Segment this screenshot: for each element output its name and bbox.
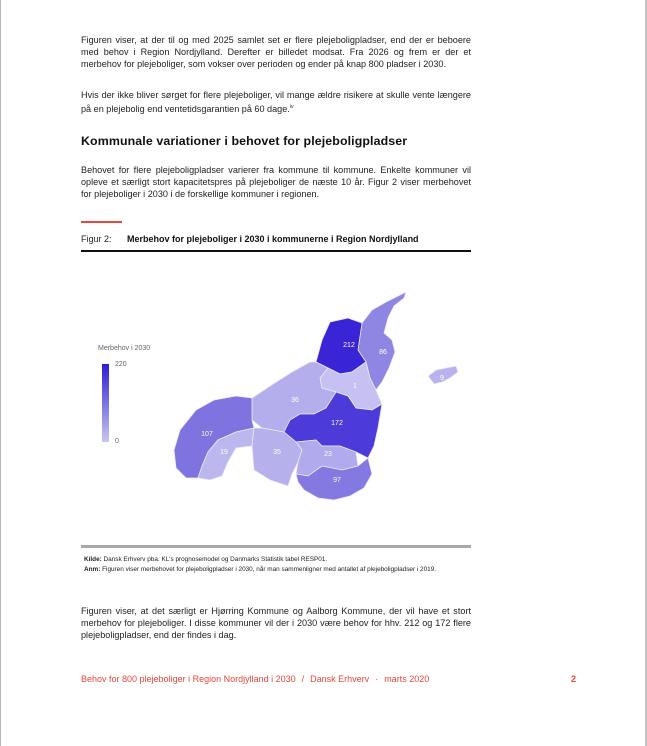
region-label-9: 9 xyxy=(440,375,444,382)
footer-dot: · xyxy=(375,674,379,684)
footer-title: Behov for 800 plejeboliger i Region Nordjylland i 2030 xyxy=(81,674,296,684)
source-line xyxy=(84,555,469,565)
section-heading: Kommunale variationer i behovet for plejeboligpladser xyxy=(81,134,408,148)
legend-title: Merbehov i 2030 xyxy=(98,345,151,352)
region-label-107: 107 xyxy=(201,431,213,438)
region-label-35: 35 xyxy=(273,449,281,456)
figure-label: Figur 2: xyxy=(81,234,112,244)
note-line xyxy=(84,565,469,575)
source-text: Dansk Erhverv pba. KL's prognosemodel og Danmarks Statistik tabel RESP01. xyxy=(101,556,328,563)
body-paragraph-2-text: Hvis der ikke bliver sørget for flere plejeboliger, vil mange ældre risikere at skulle vente længere på en plejebolig end ventetidsgarantien på 60 dage. xyxy=(81,90,471,115)
region-label-23: 23 xyxy=(324,451,332,458)
footer-publisher: Dansk Erhverv xyxy=(310,674,370,684)
region-label-1: 1 xyxy=(353,383,357,390)
footnote-marker[interactable]: iv xyxy=(289,104,294,111)
legend-min-label: 0 xyxy=(115,438,119,445)
note-label: Anm: xyxy=(84,565,101,573)
page-footer xyxy=(81,674,429,684)
footer-slash: / xyxy=(301,674,305,684)
source-label: Kilde: xyxy=(84,556,102,563)
region-label-212: 212 xyxy=(343,342,355,349)
footer-date: marts 2020 xyxy=(384,674,430,684)
figure-source-note xyxy=(84,555,469,574)
body-paragraph-4: Figuren viser, at det særligt er Hjørring Kommune og Aalborg Kommune, der vil have et stort merbehov for plejeboliger. I disse kommuner vil der i 2030 være behov for hhv. 212 og 172 flere plejeboligpladser, end der findes i dag. xyxy=(81,606,471,641)
body-paragraph-3: Behovet for flere plejeboligpladser varierer fra kommune til kommune. Enkelte kommuner vil opleve et særligt stort kapacitetspres på plejeboliger de næste 10 år. Figur 2 viser merbehovet for plejeboliger i 2030 i de forskellige kommuner i regionen. xyxy=(81,165,471,200)
source-rule xyxy=(81,545,471,548)
region-label-19: 19 xyxy=(220,449,228,456)
note-text: Figuren viser merbehovet for plejeboligpladser i 2030, når man sammenligner med antallet af plejeboligpladser i 2019. xyxy=(100,565,437,573)
region-label-172: 172 xyxy=(331,420,343,427)
region-label-36: 36 xyxy=(291,397,299,404)
region-label-86: 86 xyxy=(379,349,387,356)
region-label-97: 97 xyxy=(333,477,341,484)
body-paragraph-1: Figuren viser, at der til og med 2025 samlet set er flere plejeboligpladser, end der er beboere med behov i Region Nordjylland. Derefter er billedet modsat. Fra 2026 og frem er der et merbehov for plejeboliger, som vokser over perioden og ender på knap 800 pladser i 2030. xyxy=(81,35,471,70)
page-number: 2 xyxy=(571,674,577,684)
legend-max-label: 220 xyxy=(115,361,127,368)
figure-title: Merbehov for plejeboliger i 2030 i kommunerne i Region Nordjylland xyxy=(127,234,419,244)
